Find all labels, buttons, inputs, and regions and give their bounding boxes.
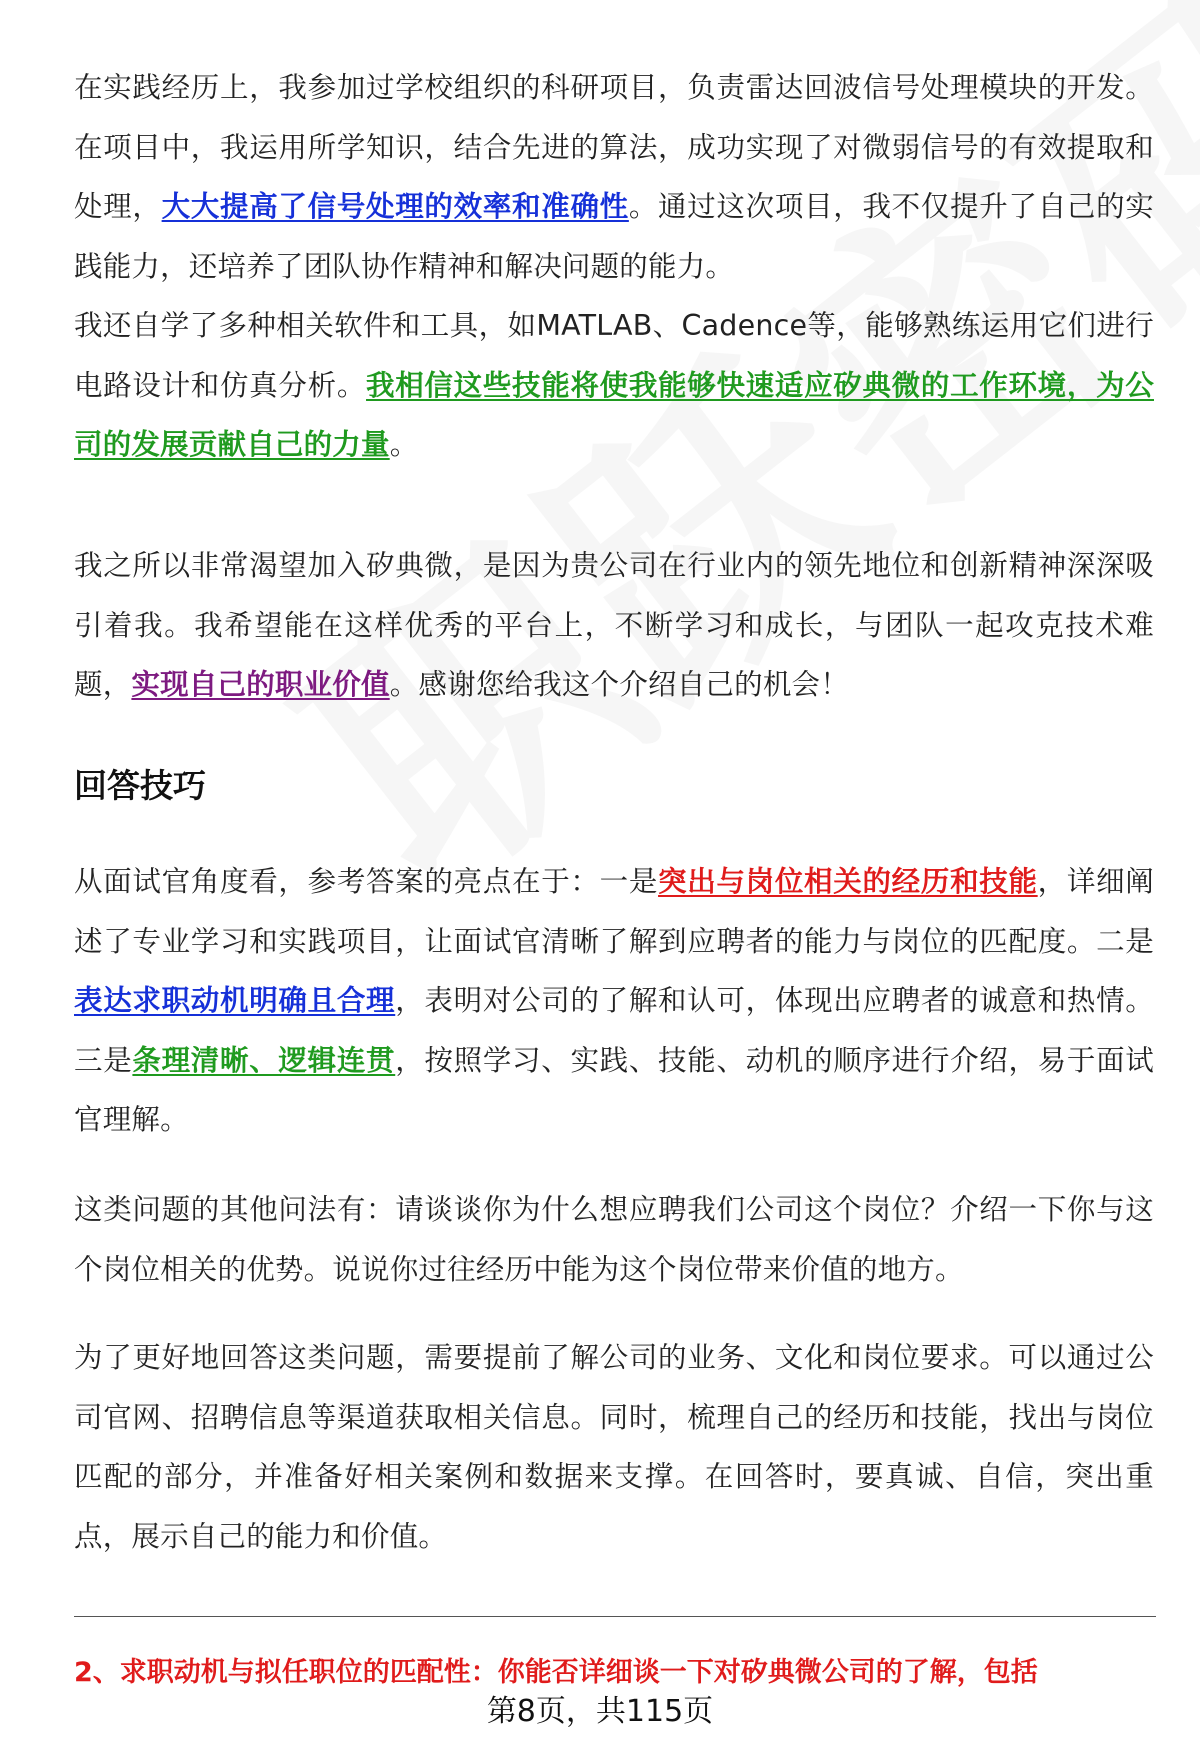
- paragraph-software-skills: 我还自学了多种相关软件和工具，如MATLAB、Cadence等，能够熟练运用它们进行电路设计和仿真分析。我相信这些技能将使我能够快速适应矽典微的工作环境，为公司的发展贡献自己的力量。: [74, 309, 1154, 461]
- paragraph-answer-highlights: 从面试官角度看，参考答案的亮点在于：一是突出与岗位相关的经历和技能，详细阐述了专业学习和实践项目，让面试官清晰了解到应聘者的能力与岗位的匹配度。二是表达求职动机明确且合理，表明对公司的了解和认可，体现出应聘者的诚意和热情。三是条理清晰、逻辑连贯，按照学习、实践、技能、动机的顺序进行介绍，易于面试官理解。: [74, 865, 1155, 1136]
- next-question-title: 2、求职动机与拟任职位的匹配性：你能否详细谈一下对矽典微公司的了解，包括: [74, 1657, 1038, 1688]
- section-divider: [74, 1616, 1156, 1617]
- paragraph-motivation: 我之所以非常渴望加入矽典微，是因为贵公司在行业内的领先地位和创新精神深深吸引着我。我希望能在这样优秀的平台上，不断学习和成长，与团队一起攻克技术难题，实现自己的职业价值。感谢您给我这个介绍自己的机会！: [74, 549, 1154, 701]
- highlight-efficiency: 大大提高了信号处理的效率和准确性: [161, 190, 629, 223]
- highlight-clear-motivation: 表达求职动机明确且合理: [74, 984, 396, 1017]
- highlight-relevant-experience: 突出与岗位相关的经历和技能: [658, 865, 1038, 898]
- paragraph-practice-experience: 在实践经历上，我参加过学校组织的科研项目，负责雷达回波信号处理模块的开发。在项目中，我运用所学知识，结合先进的算法，成功实现了对微弱信号的有效提取和处理，大大提高了信号处理的效率和准确性。通过这次项目，我不仅提升了自己的实践能力，还培养了团队协作精神和解决问题的能力。: [74, 71, 1154, 283]
- highlight-logical-structure: 条理清晰、逻辑连贯: [132, 1043, 396, 1077]
- page-number-footer: 第8页，共115页: [486, 1694, 714, 1729]
- highlight-adapt-environment: 我相信这些技能将使我能够快速适应矽典微的工作环境，为公司的发展贡献自己的力量: [74, 368, 1154, 461]
- paragraph-alternative-questions: 这类问题的其他问法有：请谈谈你为什么想应聘我们公司这个岗位？介绍一下你与这个岗位相关的优势。说说你过往经历中能为这个岗位带来价值的地方。: [74, 1193, 1154, 1286]
- section-heading-answer-tips: 回答技巧: [74, 766, 206, 805]
- paragraph-preparation-advice: 为了更好地回答这类问题，需要提前了解公司的业务、文化和岗位要求。可以通过公司官网、招聘信息等渠道获取相关信息。同时，梳理自己的经历和技能，找出与岗位匹配的部分，并准备好相关案例和数据来支撑。在回答时，要真诚、自信，突出重点，展示自己的能力和价值。: [74, 1341, 1154, 1553]
- highlight-career-value: 实现自己的职业价值: [131, 668, 390, 701]
